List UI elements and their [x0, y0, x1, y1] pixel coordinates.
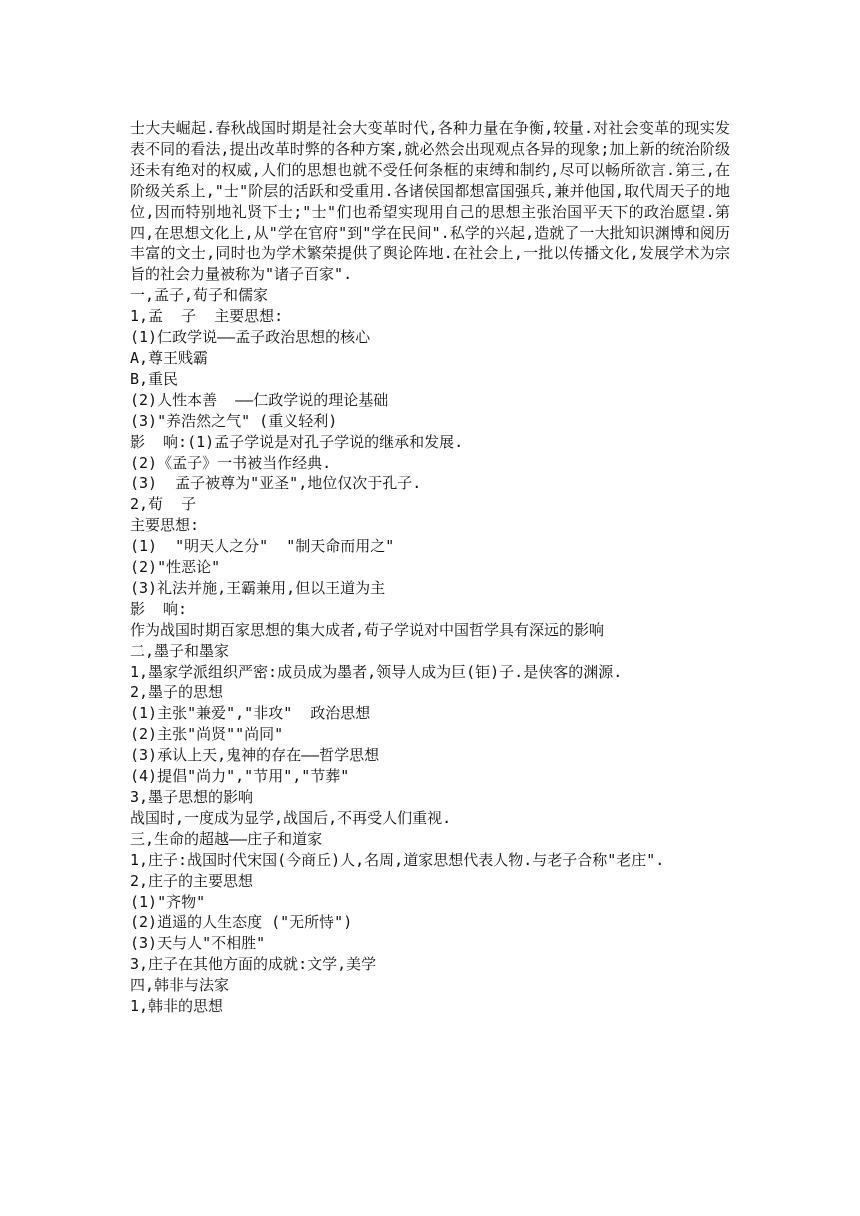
outline-line: (1)"齐物"	[130, 892, 206, 911]
outline-line: 二,墨子和墨家	[130, 641, 230, 660]
outline-line: (2)"性恶论"	[130, 558, 221, 577]
outline-line: B,重民	[130, 369, 179, 388]
outline-line: (1)仁政学说——孟子政治思想的核心	[130, 328, 371, 347]
outline-line: 2,墨子的思想	[130, 683, 224, 702]
outline-line: (2)逍遥的人生态度 ("无所恃")	[130, 913, 353, 932]
outline-line: 3,庄子在其他方面的成就:文学,美学	[130, 955, 377, 974]
outline-line: 1,韩非的思想	[130, 997, 224, 1016]
outline-line: 1,孟 子 主要思想:	[130, 307, 284, 326]
outline-line: 一,孟子,荀子和儒家	[130, 286, 269, 305]
intro-paragraph: 士大夫崛起.春秋战国时期是社会大变革时代,各种力量在争衡,较量.对社会变革的现实发表不同的看法,提出改革时弊的各种方案,就必然会出现观点各异的现象;加上新的统治阶级还未有绝对的权威,人们的思想也就不受任何条框的束缚和制约,尽可以畅所欲言.第三,在阶级关系上,"士"阶层的活跃和受重用.各诸侯国都想富国强兵,兼并他国,取代周天子的地位,因而特别地礼贤下士;"士"们也希望实现用自己的思想主张治国平天下的政治愿望.第四,在思想文化上,从"学在官府"到"学在民间".私学的兴起,造就了一大批知识渊博和阅历丰富的文士,同时也为学术繁荣提供了舆论阵地.在社会上,一批以传播文化,发展学术为宗旨的社会力量被称为"诸子百家".	[130, 119, 730, 284]
outline-line: A,尊王贱霸	[130, 348, 209, 367]
outline-line: 影 响:(1)孟子学说是对孔子学说的继承和发展.	[130, 432, 464, 451]
outline-line: 3,墨子思想的影响	[130, 788, 254, 806]
outline-line: 2,荀 子	[130, 495, 197, 514]
outline-line: 战国时,一度成为显学,战国后,不再受人们重视.	[130, 808, 452, 827]
outline-line: (1) "明天人之分" "制天命而用之"	[130, 537, 395, 556]
outline-line: (4)提倡"尚力","节用","节葬"	[130, 767, 350, 786]
outline-line: (3)"养浩然之气" (重义轻利)	[130, 411, 338, 430]
outline-line: (3)礼法并施,王霸兼用,但以王道为主	[130, 578, 386, 597]
outline-line: 三,生命的超越——庄子和道家	[130, 829, 323, 848]
document-body	[130, 118, 730, 1017]
outline-line: 1,庄子:战国时代宋国(今商丘)人,名周,道家思想代表人物.与老子合称"老庄".	[130, 850, 665, 869]
outline-line: (2)《孟子》一书被当作经典.	[130, 453, 332, 472]
outline-line: (2)主张"尚贤""尚同"	[130, 725, 284, 744]
outline-line: (1)主张"兼爱","非攻" 政治思想	[130, 704, 371, 723]
outline-line: 四,韩非与法家	[130, 976, 230, 995]
outline-line: 作为战国时期百家思想的集大成者,荀子学说对中国哲学具有深远的影响	[130, 620, 605, 639]
outline-line: 主要思想:	[130, 516, 200, 535]
outline-line: (3)承认上天,鬼神的存在——哲学思想	[130, 746, 380, 765]
outline-line: (3) 孟子被尊为"亚圣",地位仅次于孔子.	[130, 474, 422, 493]
outline-lines	[130, 285, 730, 1017]
outline-line: (2)人性本善 ——仁政学说的理论基础	[130, 390, 389, 409]
outline-line: (3)天与人"不相胜"	[130, 934, 266, 953]
outline-line: 影 响:	[130, 599, 188, 618]
outline-line: 2,庄子的主要思想	[130, 871, 254, 890]
outline-line: 1,墨家学派组织严密:成员成为墨者,领导人成为巨(钜)子.是侠客的渊源.	[130, 662, 623, 681]
